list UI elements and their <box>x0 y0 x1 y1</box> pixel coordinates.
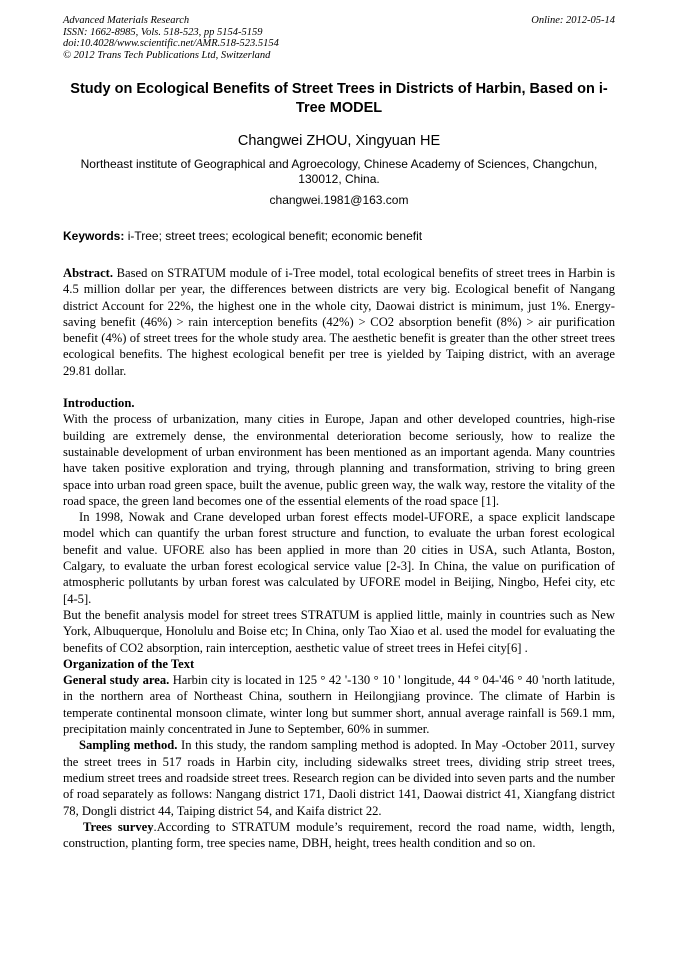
introduction-heading: Introduction. <box>63 396 135 411</box>
journal-header <box>63 15 615 61</box>
organization-heading: Organization of the Text <box>63 656 195 671</box>
intro-paragraph-2: In 1998, Nowak and Crane developed urban forest effects model-UFORE, a space explicit landscape model which can quantify the urban forest structure and function, to evaluate the urban forest ecological benefit and value. UFORE also has been applied in more than 20 cities in USA, such Atlanta, Boston, Calgary, to evaluate the urban forest ecological service value [2-3]. In China, the value on purification of atmospheric pollutants by urban forest was calculated by UFORE model in Beijing, Ningbo, Hefei city, etc [4-5]. <box>63 510 615 606</box>
sampling-text: In this study, the random sampling method is adopted. In May -October 2011, survey the street trees in 517 roads in Harbin city, including sidewalks street trees, dividing strip street trees, medium street trees and roadside street trees. Research region can be divided into seven parts and the number of road separately as follows: Nangang district 171, Daoli district 141, Daowai district 41, Xiangfang district 78, Dongli district 44, Taiping district 54, and Kaifa district 22. <box>63 738 615 818</box>
author-email[interactable]: changwei.1981@163.com <box>269 193 409 207</box>
paper-title: Study on Ecological Benefits of Street Trees in Districts of Harbin, Based on i-Tree MODEL <box>70 81 608 116</box>
keywords-label: Keywords: <box>63 229 125 243</box>
sampling-paragraph <box>63 737 615 818</box>
study-area-paragraph <box>63 672 615 737</box>
issn-line: ISSN: 1662-8985, Vols. 518-523, pp 5154-5159 <box>63 26 263 38</box>
abstract-text: Based on STRATUM module of i-Tree model, total ecological benefits of street trees in Harbin is 4.5 million dollar per year, the differences between districts are very big. Ecological benefit of Nangang district Account for 22%, the highest one in the whole city, Daowai district is minimum, just 1%. Energy-saving benefit (46%) > rain interception benefits (42%) > CO2 absorption benefit (8%) > air purification benefit (4%) of street trees for the whole study area. The aesthetic benefit is greater than the other street trees ecological benefits. The highest ecological benefit per tree is yielded by Taiping district, with an average 29.81 dollar. <box>63 266 615 378</box>
survey-label: Trees survey <box>83 819 154 834</box>
doi-line: doi:10.4028/www.scientific.net/AMR.518-523.5154 <box>63 38 279 49</box>
intro-paragraph-3: But the benefit analysis model for street trees STRATUM is applied little, mainly in countries such as New York, Albuquerque, Honolulu and Boise etc; In China, only Tao Xiao et al. used the model for evaluating the benefits of CO2 absorption, rain interception, aesthetic value of street trees in Hefei city[6] . <box>63 607 615 655</box>
affiliation: Northeast institute of Geographical and Agroecology, Chinese Academy of Sciences, Changchun, 130012, China. <box>80 157 598 186</box>
study-area-label: General study area. <box>63 673 170 688</box>
keywords-text: i-Tree; street trees; ecological benefit; economic benefit <box>127 229 423 243</box>
paper-body <box>63 265 615 851</box>
survey-paragraph <box>63 819 615 852</box>
keywords <box>63 229 615 244</box>
survey-text: .According to STRATUM module’s requirement, record the road name, width, length, construction, planting form, tree species name, DBH, height, trees health condition and so on. <box>63 819 615 851</box>
copyright-line: © 2012 Trans Tech Publications Ltd, Switzerland <box>63 49 271 61</box>
online-date: Online: 2012-05-14 <box>531 15 615 26</box>
journal-name: Advanced Materials Research <box>63 15 190 26</box>
author-list: Changwei ZHOU, Xingyuan HE <box>237 133 441 149</box>
study-area-text: Harbin city is located in 125 ° 42 '-130 ° 10 ' longitude, 44 ° 04-'46 ° 40 'north latitude, in the northern area of Northeast China, southern in Heilongjiang province. The climate of Harbin is temperate continental monsoon climate, winter long but summer short, annual average rainfall is 569.1 mm, precipitation mainly concentrated in June to September, 60% in summer. <box>63 673 615 737</box>
sampling-label: Sampling method. <box>79 738 178 753</box>
abstract-label: Abstract. <box>63 266 114 280</box>
intro-paragraph-1: With the process of urbanization, many cities in Europe, Japan and other developed countries, high-rise building are extremely dense, the environmental deterioration become seriously, how to realize the sustainable development of urban environment has been mentioned as an important agenda. Many countries have taken positive exploration and trying, through planning and transformation, striving to bring green space into urban road green space, built the avenue, public green way, the walk way, restore the vitality of the road space, the green land becomes one of the essential elements of the road space [1]. <box>63 412 615 508</box>
abstract-paragraph <box>63 265 615 379</box>
